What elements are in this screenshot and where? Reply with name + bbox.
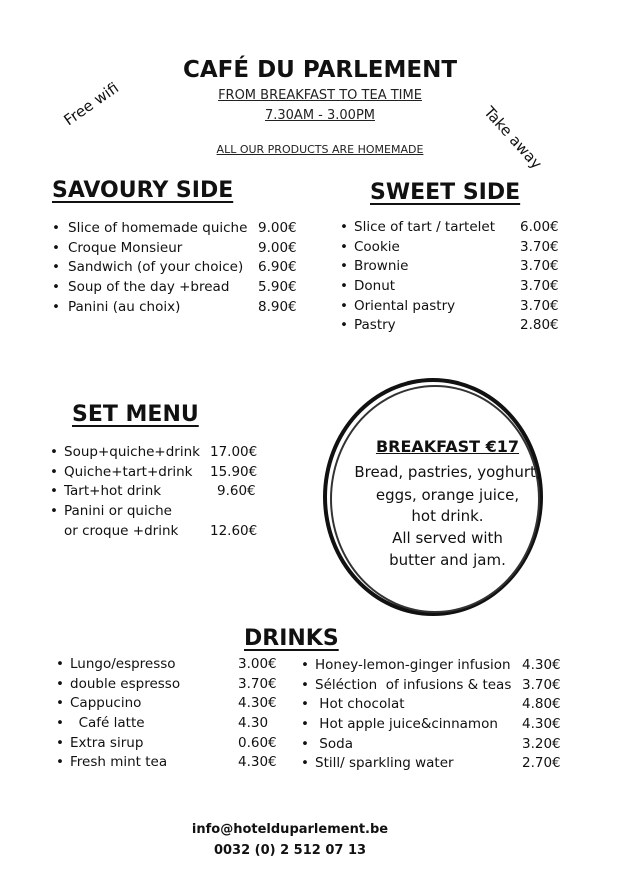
set-menu-heading: SET MENU — [72, 402, 199, 427]
homemade-note: ALL OUR PRODUCTS ARE HOMEMADE — [216, 143, 424, 156]
breakfast-line: All served with — [392, 529, 503, 547]
menu-item: • Lungo/espresso 3.00€ — [56, 656, 277, 672]
menu-item: • Panini (au choix) 8.90€ — [52, 298, 297, 315]
menu-item: • Donut 3.70€ — [340, 278, 559, 295]
breakfast-line: eggs, orange juice, — [375, 486, 520, 504]
breakfast-heading: BREAKFAST €17 — [375, 437, 520, 456]
menu-item: • Honey-lemon-ginger infusion 4.30€ — [301, 657, 561, 673]
savoury-list — [52, 219, 302, 317]
footer-phone: 0032 (0) 2 512 07 13 — [213, 843, 367, 858]
menu-item: • Extra sirup 0.60€ — [56, 734, 277, 751]
menu-item: • Soup of the day +bread 5.90€ — [52, 279, 297, 296]
opening-hours: 7.30AM - 3.00PM — [264, 108, 375, 123]
take-away-label: Take away — [480, 102, 546, 173]
menu-item: • Sandwich (of your choice) 6.90€ — [52, 259, 297, 276]
breakfast-line: butter and jam. — [389, 551, 506, 569]
free-wifi-label: Free wifi — [60, 78, 122, 130]
subtitle: FROM BREAKFAST TO TEA TIME — [218, 88, 422, 103]
menu-item: • Pastry 2.80€ — [340, 317, 559, 334]
menu-item: • Panini or quiche — [50, 503, 172, 520]
menu-item: • Séléction of infusions & teas 3.70€ — [301, 676, 561, 693]
menu-item: or croque +drink 12.60€ — [64, 522, 258, 539]
menu-item: • Cookie 3.70€ — [340, 238, 559, 255]
menu-item: • Oriental pastry 3.70€ — [340, 297, 559, 314]
cafe-title: CAFÉ DU PARLEMENT — [182, 57, 458, 83]
set-menu-list — [50, 443, 270, 541]
menu-item: • Fresh mint tea 4.30€ — [56, 754, 277, 771]
menu-item: • Cappucino 4.30€ — [56, 695, 277, 712]
footer-email: info@hotelduparlement.be — [191, 822, 389, 837]
menu-item: • Soup+quiche+drink 17.00€ — [50, 444, 258, 460]
menu-item: • Slice of tart / tartelet 6.00€ — [340, 219, 559, 235]
menu-item: • Café latte 4.30 — [56, 715, 269, 732]
menu-item: • Quiche+tart+drink 15.90€ — [50, 463, 258, 480]
menu-item: • double espresso 3.70€ — [56, 675, 277, 692]
menu-item: • Slice of homemade quiche 9.00€ — [52, 220, 297, 236]
menu-item: • Still/ sparkling water 2.70€ — [301, 755, 561, 772]
drinks-right-list — [301, 656, 571, 774]
menu-item: • Croque Monsieur 9.00€ — [52, 239, 297, 256]
menu-item: • Brownie 3.70€ — [340, 258, 559, 275]
menu-item: • Tart+hot drink 9.60€ — [50, 483, 256, 500]
sweet-heading: SWEET SIDE — [370, 180, 521, 205]
drinks-heading: DRINKS — [244, 626, 339, 651]
savoury-heading: SAVOURY SIDE — [52, 178, 234, 203]
breakfast-line: hot drink. — [411, 507, 484, 525]
drinks-left-list — [56, 655, 286, 773]
menu-item: • Soda 3.20€ — [301, 735, 561, 752]
menu-item: • Hot apple juice&cinnamon 4.30€ — [301, 716, 561, 733]
sweet-list — [340, 218, 570, 336]
menu-item: • Hot chocolat 4.80€ — [301, 696, 561, 713]
breakfast-line: Bread, pastries, yoghurt, — [354, 463, 541, 481]
